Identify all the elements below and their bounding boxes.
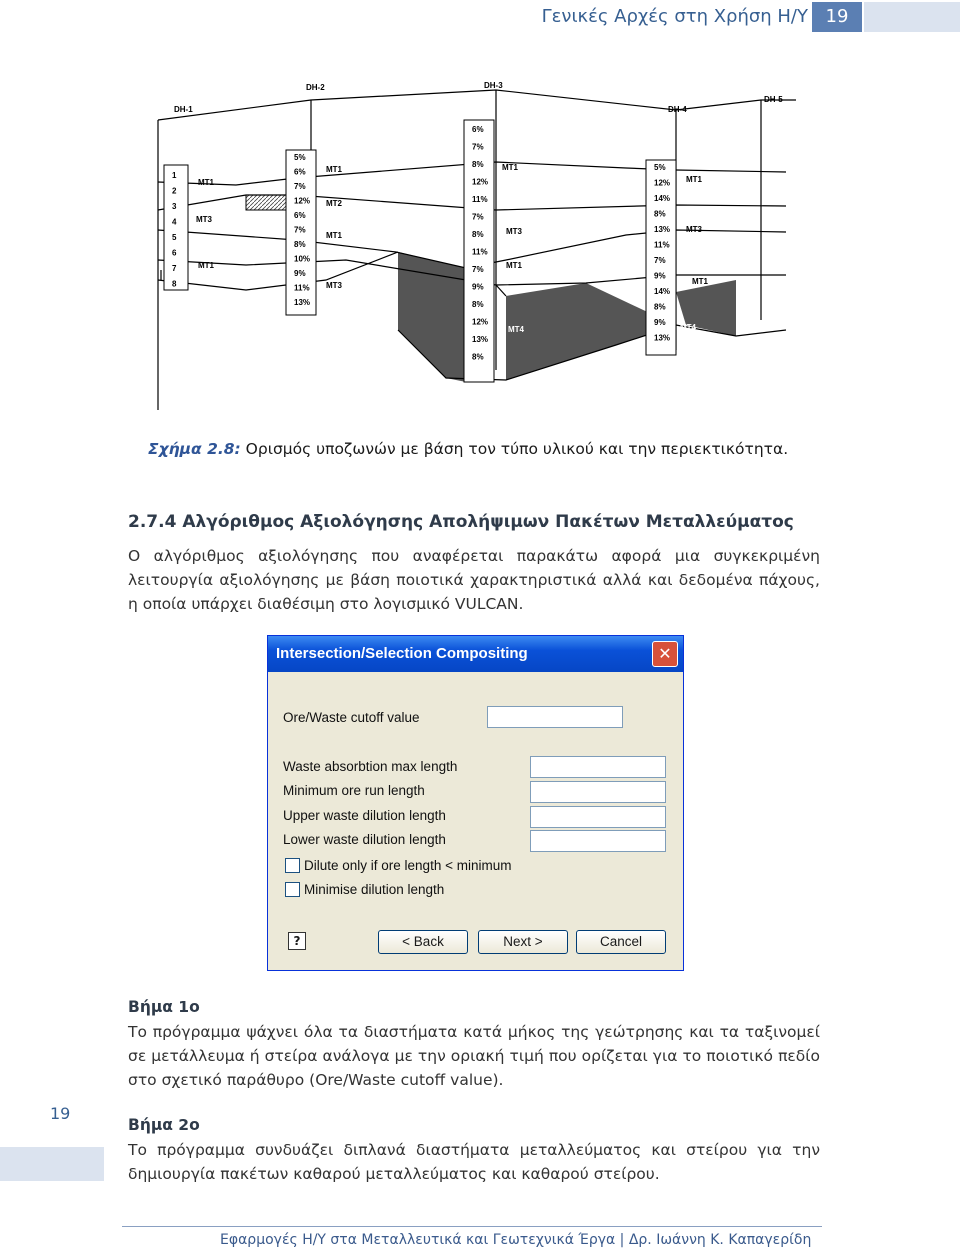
field-label: Minimum ore run length (283, 783, 425, 798)
cutoff-input[interactable] (487, 706, 623, 728)
grade-label: 13% (294, 298, 311, 307)
checkbox-label: Minimise dilution length (304, 882, 445, 897)
step-1-text: Το πρόγραμμα ψάχνει όλα τα διαστήματα κατά μήκος της γεώτρησης και τα ταξινομεί σε μετάλλευμα ή στείρα ανάλογα με την οριακή τιμή που ορίζεται για το ποιοτικό πεδίο στο σχετικό παράθυρο (Ore/Waste cutoff value). (128, 1023, 820, 1089)
row-number: 3 (172, 202, 177, 211)
unit-label: MT1 (686, 175, 702, 184)
grade-label: 11% (294, 283, 310, 293)
grade-label: 8% (654, 209, 666, 219)
unit-label: MT1 (502, 163, 518, 172)
hole-label: DH-3 (484, 81, 503, 90)
grade-label: 8% (654, 302, 666, 312)
grade-label: 11% (472, 195, 488, 204)
row-number: 2 (172, 186, 177, 196)
running-header: Γενικές Αρχές στη Χρήση Η/Υ (541, 6, 808, 27)
grade-label: 9% (654, 318, 666, 327)
side-page-number: 19 (50, 1104, 71, 1123)
unit-label: MT3 (326, 281, 342, 290)
grade-label: 9% (294, 269, 306, 278)
step-1-title: Βήμα 1ο (128, 998, 200, 1016)
field-label: Upper waste dilution length (283, 808, 446, 823)
unit-label: MT1 (506, 261, 522, 270)
side-bar (0, 1147, 104, 1181)
grade-label: 10% (294, 254, 311, 264)
minimise-dilution-checkbox[interactable] (285, 882, 300, 897)
grade-label: 8% (472, 300, 484, 309)
grade-label: 8% (472, 352, 484, 362)
grade-label: 14% (654, 287, 671, 296)
checkbox-label: Dilute only if ore length < minimum (304, 858, 512, 873)
hole-label: DH-4 (668, 105, 687, 114)
help-icon[interactable]: ? (288, 932, 306, 950)
row-number: 5 (172, 233, 177, 242)
grade-label: 7% (472, 212, 484, 222)
unit-label: MT1 (326, 165, 342, 174)
row-number: 4 (172, 217, 177, 227)
unit-label: MT3 (506, 227, 522, 236)
unit-label: MT4 (680, 323, 696, 332)
field-label: Lower waste dilution length (283, 832, 446, 847)
waste-absorption-input[interactable] (530, 756, 666, 778)
section-paragraph: Ο αλγόριθμος αξιολόγησης που αναφέρεται παρακάτω αφορά μια συγκεκριμένη λειτουργία αξιολόγησης με βάση ποιοτικά χαρακτηριστικά αλλά και δεδομένα πάχους, η οποία υπάρχει διαθέσιμη στο λογισμικό VULCAN. (128, 547, 820, 613)
grade-label: 11% (472, 247, 488, 257)
page-footer: Εφαρμογές Η/Υ στα Μεταλλευτικά και Γεωτεχνικά Έργα | Δρ. Ιωάννη Κ. Καπαγερίδη (220, 1232, 812, 1248)
grade-label: 7% (294, 225, 306, 235)
cutoff-label: Ore/Waste cutoff value (283, 710, 420, 725)
grade-label: 8% (294, 240, 306, 249)
grade-label: 11% (654, 240, 670, 250)
row-number: 6 (172, 248, 177, 258)
grade-label: 6% (472, 125, 484, 134)
unit-label: MT4 (508, 325, 524, 334)
dilute-only-checkbox[interactable] (285, 858, 300, 873)
upper-dilution-input[interactable] (530, 806, 666, 828)
section-title: 2.7.4 Αλγόριθμος Αξιολόγησης Απολήψιμων Πακέτων Μεταλλεύματος (128, 512, 794, 532)
cancel-button[interactable]: Cancel (576, 930, 666, 954)
grade-label: 5% (654, 163, 666, 172)
min-ore-run-input[interactable] (530, 781, 666, 803)
hole-label: DH-5 (764, 95, 783, 104)
row-number: 8 (172, 279, 177, 289)
dialog-title: Intersection/Selection Compositing (276, 645, 528, 662)
close-button[interactable]: ✕ (652, 641, 678, 667)
unit-label: MT3 (686, 225, 702, 234)
grade-label: 12% (472, 177, 489, 187)
grade-label: 7% (472, 265, 484, 274)
grade-label: 7% (294, 182, 306, 191)
unit-label: MT2 (326, 199, 342, 208)
grade-label: 14% (654, 194, 671, 203)
unit-label: MT3 (196, 215, 212, 224)
figure-caption: Σχήμα 2.8: Ορισμός υποζωνών με βάση τον τύπο υλικού και την περιεκτικότητα. (148, 440, 789, 458)
row-number: 7 (172, 264, 177, 273)
grade-label: 12% (472, 317, 489, 327)
grade-label: 9% (472, 282, 484, 292)
hole-label: DH-1 (174, 105, 193, 114)
grade-label: 12% (294, 196, 311, 206)
grade-label: 13% (654, 225, 671, 234)
header-bar (864, 2, 960, 32)
step-2-title: Βήμα 2ο (128, 1116, 200, 1134)
drillhole-section-figure (146, 70, 810, 430)
unit-label: MT1 (326, 231, 342, 240)
grade-label: 7% (472, 142, 484, 152)
grade-label: 13% (472, 335, 489, 344)
unit-label: MT1 (198, 178, 214, 187)
grade-label: 8% (472, 230, 484, 239)
lower-dilution-input[interactable] (530, 830, 666, 852)
compositing-dialog (267, 635, 684, 971)
unit-label: MT1 (692, 277, 708, 286)
grade-label: 12% (654, 178, 671, 188)
grade-label: 8% (472, 160, 484, 169)
field-label: Waste absorbtion max length (283, 759, 458, 774)
footer-rule (122, 1226, 822, 1227)
header-page-number: 19 (812, 2, 862, 32)
grade-label: 7% (654, 256, 666, 265)
grade-label: 13% (654, 333, 671, 343)
back-button[interactable]: < Back (378, 930, 468, 954)
grade-label: 6% (294, 167, 306, 177)
grade-label: 9% (654, 271, 666, 281)
unit-label: MT1 (198, 261, 214, 270)
step-2-text: Το πρόγραμμα συνδυάζει διπλανά διαστήματα μεταλλεύματος και στείρου για την δημιουργία πακέτων καθαρού μεταλλεύματος και καθαρού στείρου. (128, 1141, 820, 1183)
row-number: 1 (172, 171, 177, 180)
grade-label: 6% (294, 211, 306, 220)
grade-label: 5% (294, 153, 306, 162)
hole-label: DH-2 (306, 83, 325, 92)
dialog-titlebar[interactable] (268, 636, 683, 672)
next-button[interactable]: Next > (478, 930, 568, 954)
